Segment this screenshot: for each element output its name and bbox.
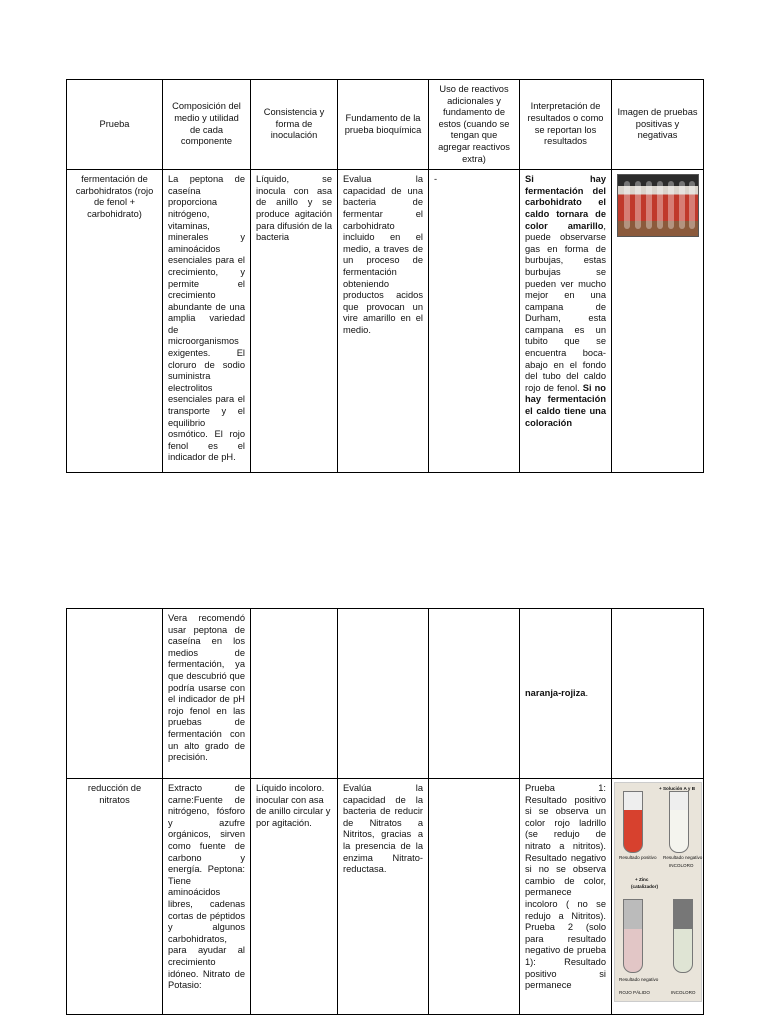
image-label-zinc: + Zinc <box>635 877 649 882</box>
cell-fundamento: Evalua la capacidad de una bacteria de fermentar el carbohidrato incluido en el medio, a traves de un proceso de fermentación obteniendo productos acidos que provocan un vire amarillo en el medio. <box>338 170 429 473</box>
header-row <box>67 80 704 170</box>
header-consistencia: Consistencia y forma de inoculación <box>251 80 338 170</box>
cell-imagen <box>612 170 704 473</box>
cell-uso-reactivos: - <box>429 170 520 473</box>
cell-interpretacion <box>520 609 612 779</box>
cell-composicion: Vera recomendó usar peptona de caseína en los medios de fermentación, ya que descubrió que podría usarse con el indicador de pH rojo fenol en las pruebas de fermentación con un alto grado de precisión. <box>163 609 251 779</box>
interp-bold: naranja-rojiza <box>525 687 586 698</box>
header-uso-reactivos: Uso de reactivos adicionales y fundamento de estos (cuando se tengan que agregar reactivos extra) <box>429 80 520 170</box>
tube-colorless <box>673 899 693 973</box>
image-label-res-pos: Resultado positivo <box>619 855 657 860</box>
nitrate-reduction-image <box>614 782 702 1002</box>
image-label-rojo-palido: ROJO PÁLIDO <box>619 990 650 995</box>
tube-pale-red <box>623 899 643 973</box>
cell-consistencia: Líquido incoloro. inocular con asa de anillo circular y por agitación. <box>251 779 338 1015</box>
fermentation-tubes-image <box>617 174 699 237</box>
cell-uso-reactivos <box>429 779 520 1015</box>
cell-prueba <box>67 609 163 779</box>
table-page-2 <box>66 608 704 1015</box>
cell-imagen <box>612 779 704 1015</box>
interp-bold-1: Si hay fermentación del carbohidrato el caldo tornara de color amarillo <box>525 174 606 231</box>
table-page-1 <box>66 79 704 473</box>
image-label-sol: + Solución A y B <box>659 786 696 791</box>
header-prueba: Prueba <box>67 80 163 170</box>
image-label-catal: (catalizador) <box>631 884 659 889</box>
header-interpretacion: Interpretación de resultados o como se reportan los resultados <box>520 80 612 170</box>
image-label-incoloro-2: INCOLORO <box>671 990 696 995</box>
table-row <box>67 779 704 1015</box>
cell-imagen <box>612 609 704 779</box>
header-fundamento: Fundamento de la prueba bioquímica <box>338 80 429 170</box>
cell-interpretacion: Prueba 1: Resultado positivo si se observa un color rojo ladrillo (se redujo de nitrato a nitritos). Resultado negativo si no se observa cambio de color, permanece incoloro ( no se redujo a Nitritos). Prueba 2 (solo para resultado negativo de prueba 1): Resultado positivo si permanece <box>520 779 612 1015</box>
cell-consistencia <box>251 609 338 779</box>
interp-bold-2: Si no hay fermentación el caldo tiene una coloración <box>525 382 606 428</box>
tube-positive <box>623 791 643 853</box>
image-label-incoloro: INCOLORO <box>669 863 694 868</box>
cell-prueba: reducción de nitratos <box>67 779 163 1015</box>
image-label-res-neg-2: Resultado negativo <box>619 977 659 982</box>
image-label-res-neg: Resultado negativo <box>663 855 703 860</box>
interp-normal: , puede observarse gas en forma de burbujas, estas burbujas se pueden ver mucho mejor en una campana de Durham, esta campana es un tubito que se encuentra boca-abajo en el fondo del tubo del caldo rojo de fenol. <box>525 220 606 393</box>
cell-composicion: Extracto de carne:Fuente de nitrógeno, fósforo y azufre orgánicos, sirven como fuente de carbono y energía. Peptona: Tiene aminoácidos libres, cadenas cortas de péptidos y algunos carbohidratos, para ayudar al crecimiento idóneo. Nitrato de Potasio: <box>163 779 251 1015</box>
tube-negative <box>669 791 689 853</box>
table-row <box>67 170 704 473</box>
cell-interpretacion <box>520 170 612 473</box>
header-imagen: Imagen de pruebas positivas y negativas <box>612 80 704 170</box>
header-composicion: Composición del medio y utilidad de cada componente <box>163 80 251 170</box>
interp-tail: . <box>585 687 589 698</box>
table-row <box>67 609 704 779</box>
cell-fundamento <box>338 609 429 779</box>
cell-composicion: La peptona de caseína proporciona nitrógeno, vitaminas, minerales y aminoácidos esenciales para el crecimiento, y permite el crecimiento abundante de una amplia variedad de microorganismos exigentes. El cloruro de sodio suministra electrolitos esenciales para el transporte y el equilibrio osmótico. El rojo fenol es el indicador de pH. <box>163 170 251 473</box>
cell-consistencia: Líquido, se inocula con asa de anillo y se produce agitación para difusión de la bacteria <box>251 170 338 473</box>
cell-fundamento: Evalúa la capacidad de la bacteria de reducir de Nitratos a Nitritos, gracias a la presencia de la enzima Nitrato-reductasa. <box>338 779 429 1015</box>
cell-uso-reactivos <box>429 609 520 779</box>
cell-prueba: fermentación de carbohidratos (rojo de fenol + carbohidrato) <box>67 170 163 473</box>
